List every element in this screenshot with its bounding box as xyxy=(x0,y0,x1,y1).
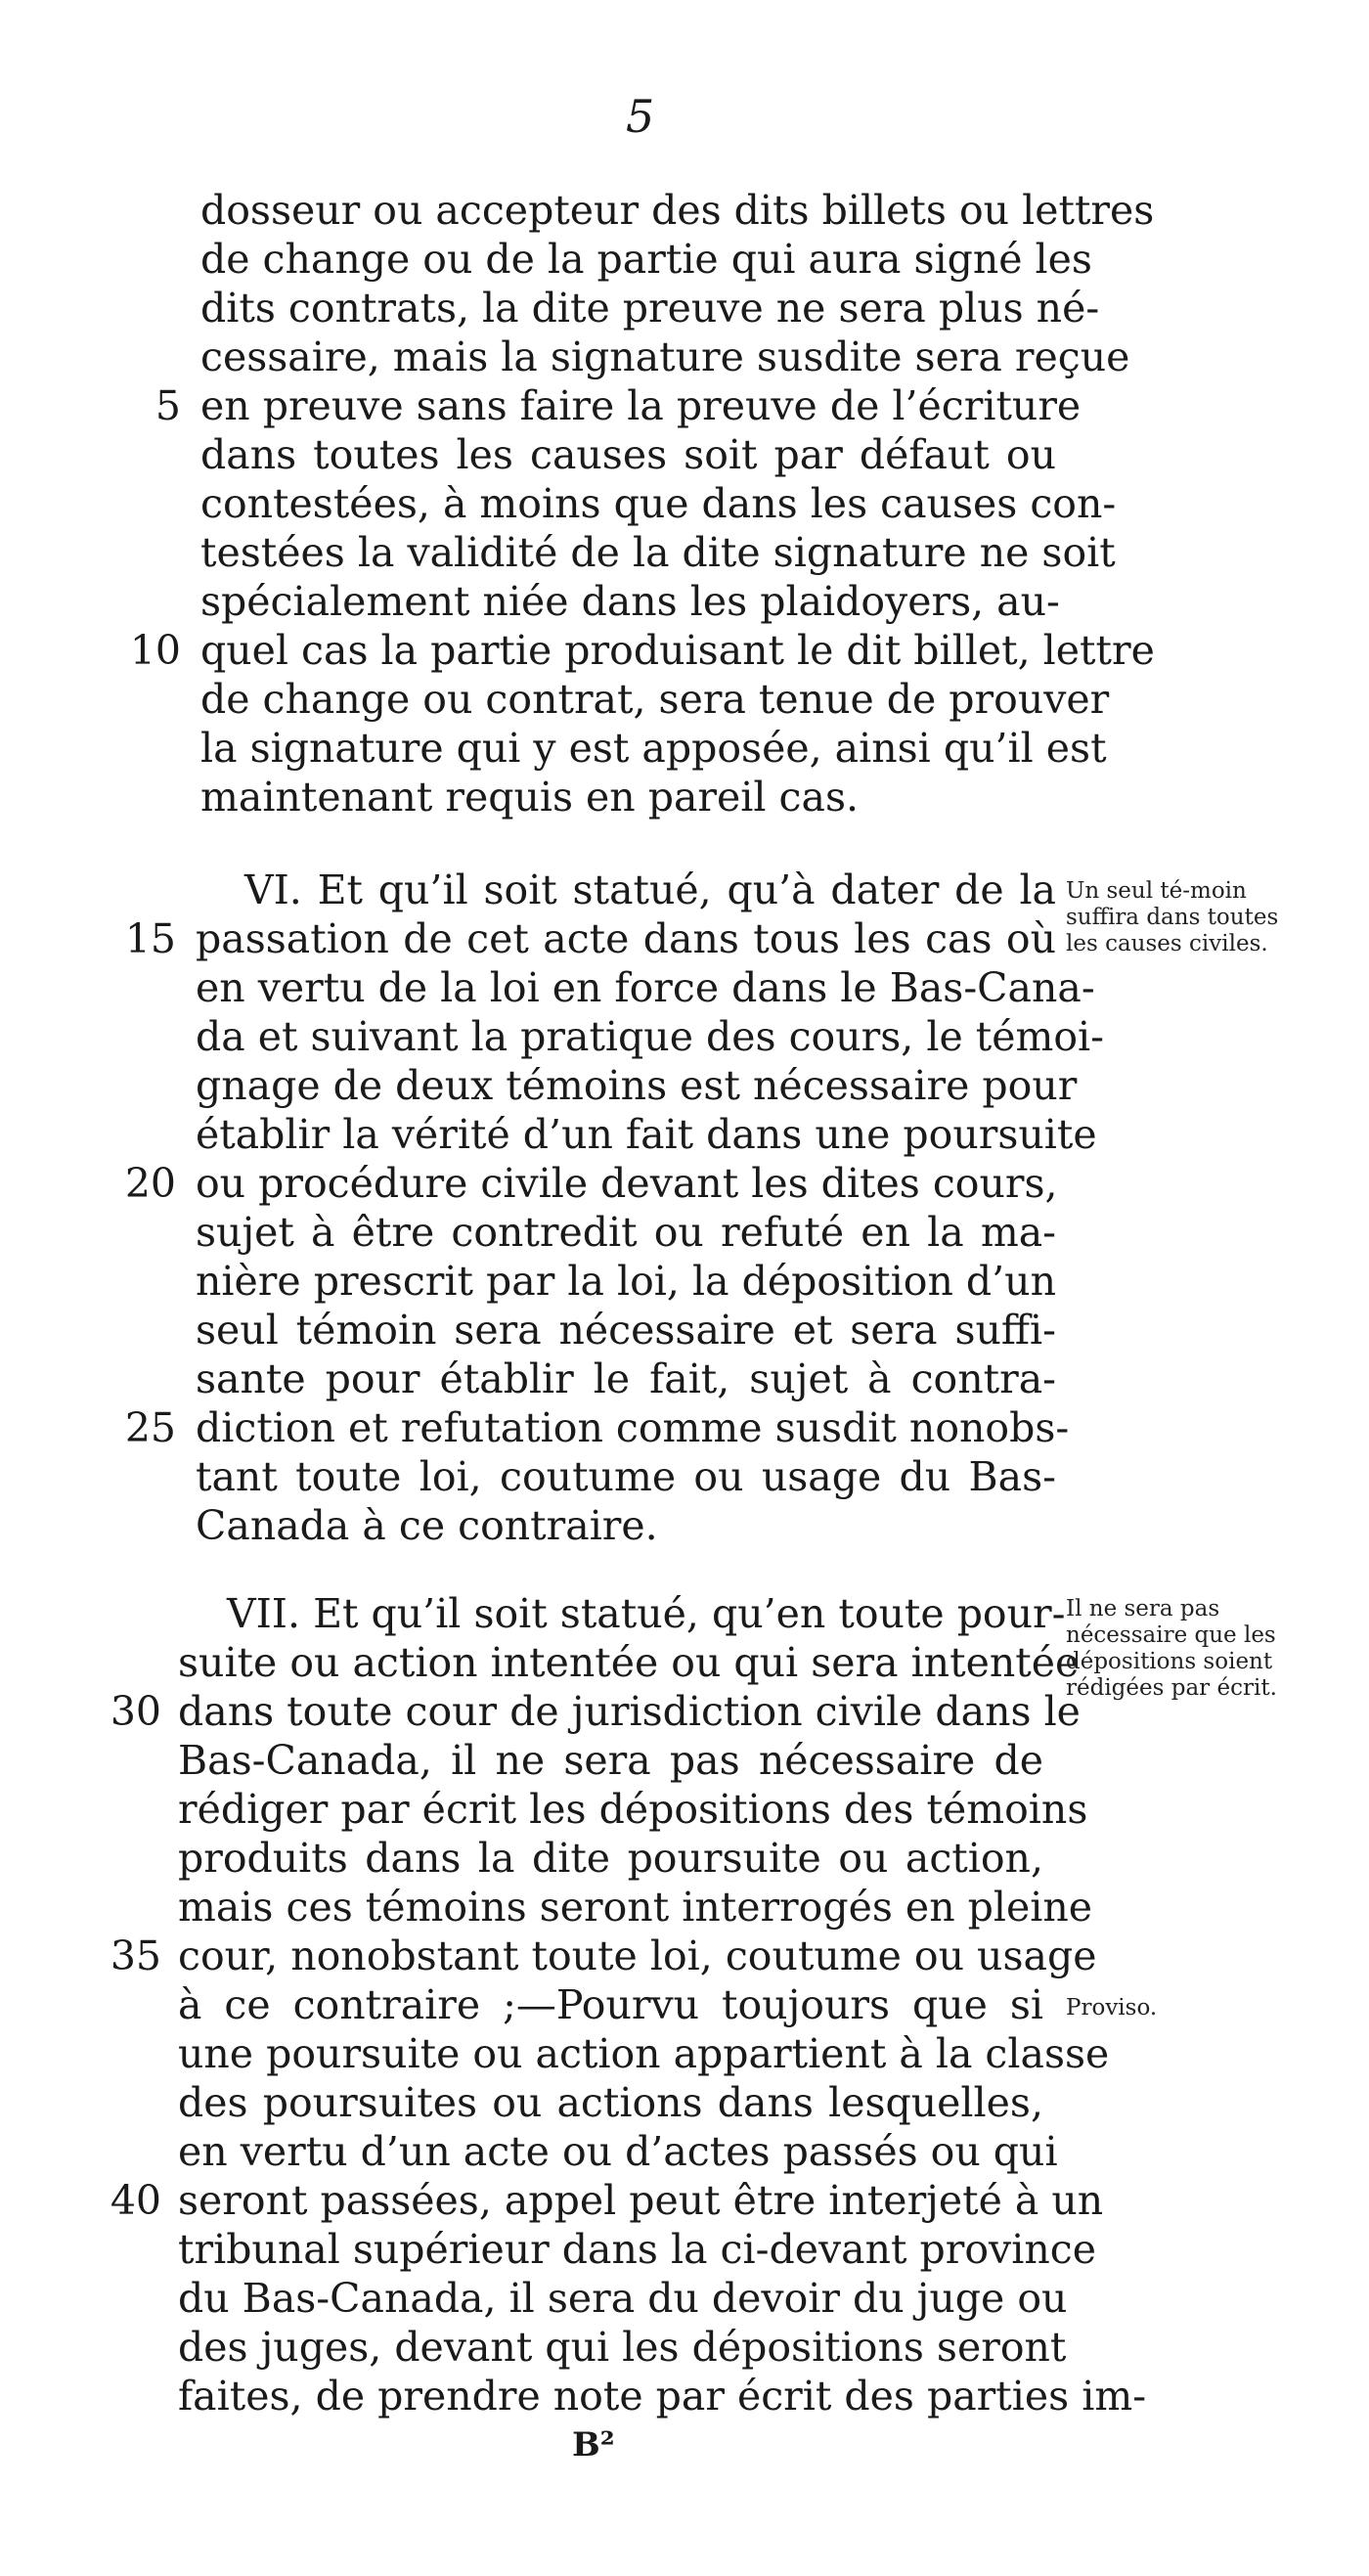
margin-note-single-witness: Un seul té-moin suffira dans toutes les causes civiles. xyxy=(1066,878,1279,956)
line-text: produits dans la dite poursuite ou action, xyxy=(178,1835,1043,1882)
text-line xyxy=(0,333,1369,381)
paragraph-section-vi xyxy=(0,866,1369,1550)
line-text: Canada à ce contraire. xyxy=(196,1502,658,1549)
line-number: 5 xyxy=(155,382,181,429)
line-text: cessaire, mais la signature susdite sera reçue xyxy=(200,333,1130,380)
line-number: 10 xyxy=(129,627,181,674)
text-line xyxy=(0,675,1369,724)
line-text: sante pour établir le fait, sujet à contra- xyxy=(196,1355,1056,1402)
line-text: sujet à être contredit ou refuté en la ma- xyxy=(196,1209,1056,1256)
line-number: 30 xyxy=(110,1688,161,1735)
line-text: quel cas la partie produisant le dit billet, lettre xyxy=(200,627,1155,674)
text-line xyxy=(0,2078,1369,2127)
text-line xyxy=(0,479,1369,528)
text-line xyxy=(0,1355,1369,1403)
text-line xyxy=(0,1257,1369,1306)
text-line xyxy=(0,1736,1369,1785)
line-text: cour, nonobstant toute loi, coutume ou usage xyxy=(178,1932,1097,1979)
line-text: dosseur ou accepteur des dits billets ou lettres xyxy=(200,187,1155,234)
line-text: en preuve sans faire la preuve de l’écriture xyxy=(200,382,1082,429)
line-text: rédiger par écrit les dépositions des témoins xyxy=(178,1786,1088,1833)
line-number: 15 xyxy=(124,915,176,962)
line-text: contestées, à moins que dans les causes con- xyxy=(200,480,1117,527)
paragraph-1 xyxy=(0,186,1369,822)
text-line xyxy=(0,626,1369,675)
text-line xyxy=(0,1501,1369,1550)
line-text: tribunal supérieur dans la ci-devant province xyxy=(178,2226,1096,2273)
page-number: 5 xyxy=(626,90,655,143)
text-line xyxy=(0,1306,1369,1355)
margin-note-written-depositions: Il ne sera pas nécessaire que les dépositions soient rédigées par écrit. xyxy=(1066,1596,1277,1701)
line-text: dans toute cour de jurisdiction civile dans le xyxy=(178,1688,1081,1735)
line-text: des poursuites ou actions dans lesquelles, xyxy=(178,2079,1043,2126)
text-line xyxy=(0,1061,1369,1110)
text-line xyxy=(0,284,1369,333)
text-line xyxy=(0,963,1369,1012)
text-line xyxy=(0,577,1369,626)
text-line xyxy=(0,1883,1369,1932)
line-text: ou procédure civile devant les dites cours, xyxy=(196,1160,1058,1207)
line-text: à ce contraire ;—Pourvu toujours que si xyxy=(178,1981,1043,2028)
text-line xyxy=(0,1785,1369,1834)
line-text: mais ces témoins seront interrogés en pleine xyxy=(178,1884,1093,1931)
line-number: 35 xyxy=(110,1932,161,1979)
line-text: nière prescrit par la loi, la déposition d’un xyxy=(196,1258,1056,1305)
text-line xyxy=(0,1110,1369,1159)
line-text: diction et refutation comme susdit nonobs- xyxy=(196,1404,1070,1451)
text-line xyxy=(0,2225,1369,2274)
line-text: VI. Et qu’il soit statué, qu’à dater de la xyxy=(244,866,1056,913)
line-text: maintenant requis en pareil cas. xyxy=(200,774,860,821)
text-line xyxy=(0,1159,1369,1208)
line-text: suite ou action intentée ou qui sera intentée xyxy=(178,1639,1080,1686)
text-line xyxy=(0,2274,1369,2323)
line-text: en vertu d’un acte ou d’actes passés ou qui xyxy=(178,2128,1058,2175)
text-line xyxy=(0,2323,1369,2372)
line-text: da et suivant la pratique des cours, le témoi- xyxy=(196,1013,1105,1060)
line-number: 20 xyxy=(124,1160,176,1207)
line-text: dans toutes les causes soit par défaut ou xyxy=(200,431,1056,478)
text-line xyxy=(0,2176,1369,2225)
line-text: tant toute loi, coutume ou usage du Bas- xyxy=(196,1453,1056,1500)
line-text: testées la validité de la dite signature ne soit xyxy=(200,529,1116,576)
line-text: du Bas-Canada, il sera du devoir du juge ou xyxy=(178,2275,1068,2322)
text-line xyxy=(0,1012,1369,1061)
line-number: 40 xyxy=(110,2177,161,2224)
text-line xyxy=(0,1834,1369,1883)
line-text: VII. Et qu’il soit statué, qu’en toute pour- xyxy=(227,1590,1066,1637)
line-text: seront passées, appel peut être interjeté à un xyxy=(178,2177,1104,2224)
line-text: dits contrats, la dite preuve ne sera plus né- xyxy=(200,285,1100,332)
margin-note-proviso: Proviso. xyxy=(1066,1995,1158,2021)
line-text: Bas-Canada, il ne sera pas nécessaire de xyxy=(178,1737,1043,1784)
line-text: de change ou de la partie qui aura signé les xyxy=(200,236,1092,283)
line-number: 25 xyxy=(124,1404,176,1451)
signature-mark: B² xyxy=(572,2425,615,2465)
text-line xyxy=(0,381,1369,430)
text-line xyxy=(0,773,1369,822)
text-line xyxy=(0,2127,1369,2176)
line-text: établir la vérité d’un fait dans une poursuite xyxy=(196,1111,1097,1158)
line-text: la signature qui y est apposée, ainsi qu’il est xyxy=(200,725,1107,772)
text-line xyxy=(0,1208,1369,1257)
line-text: de change ou contrat, sera tenue de prouver xyxy=(200,676,1110,723)
text-line xyxy=(0,2029,1369,2078)
text-line xyxy=(0,1932,1369,1980)
line-text: seul témoin sera nécessaire et sera suffi- xyxy=(196,1307,1056,1354)
line-text: spécialement niée dans les plaidoyers, au- xyxy=(200,578,1060,625)
text-line xyxy=(0,186,1369,235)
text-line xyxy=(0,1403,1369,1452)
line-text: en vertu de la loi en force dans le Bas-Cana- xyxy=(196,964,1095,1011)
text-line xyxy=(0,1452,1369,1501)
line-text: une poursuite ou action appartient à la classe xyxy=(178,2030,1110,2077)
line-text: gnage de deux témoins est nécessaire pour xyxy=(196,1062,1078,1109)
text-line xyxy=(0,430,1369,479)
text-line xyxy=(0,528,1369,577)
line-text: passation de cet acte dans tous les cas où xyxy=(196,915,1056,962)
text-line xyxy=(0,2372,1369,2421)
text-line xyxy=(0,235,1369,284)
text-line xyxy=(0,724,1369,773)
line-text: des juges, devant qui les dépositions seront xyxy=(178,2324,1067,2371)
line-text: faites, de prendre note par écrit des parties im- xyxy=(178,2373,1147,2420)
